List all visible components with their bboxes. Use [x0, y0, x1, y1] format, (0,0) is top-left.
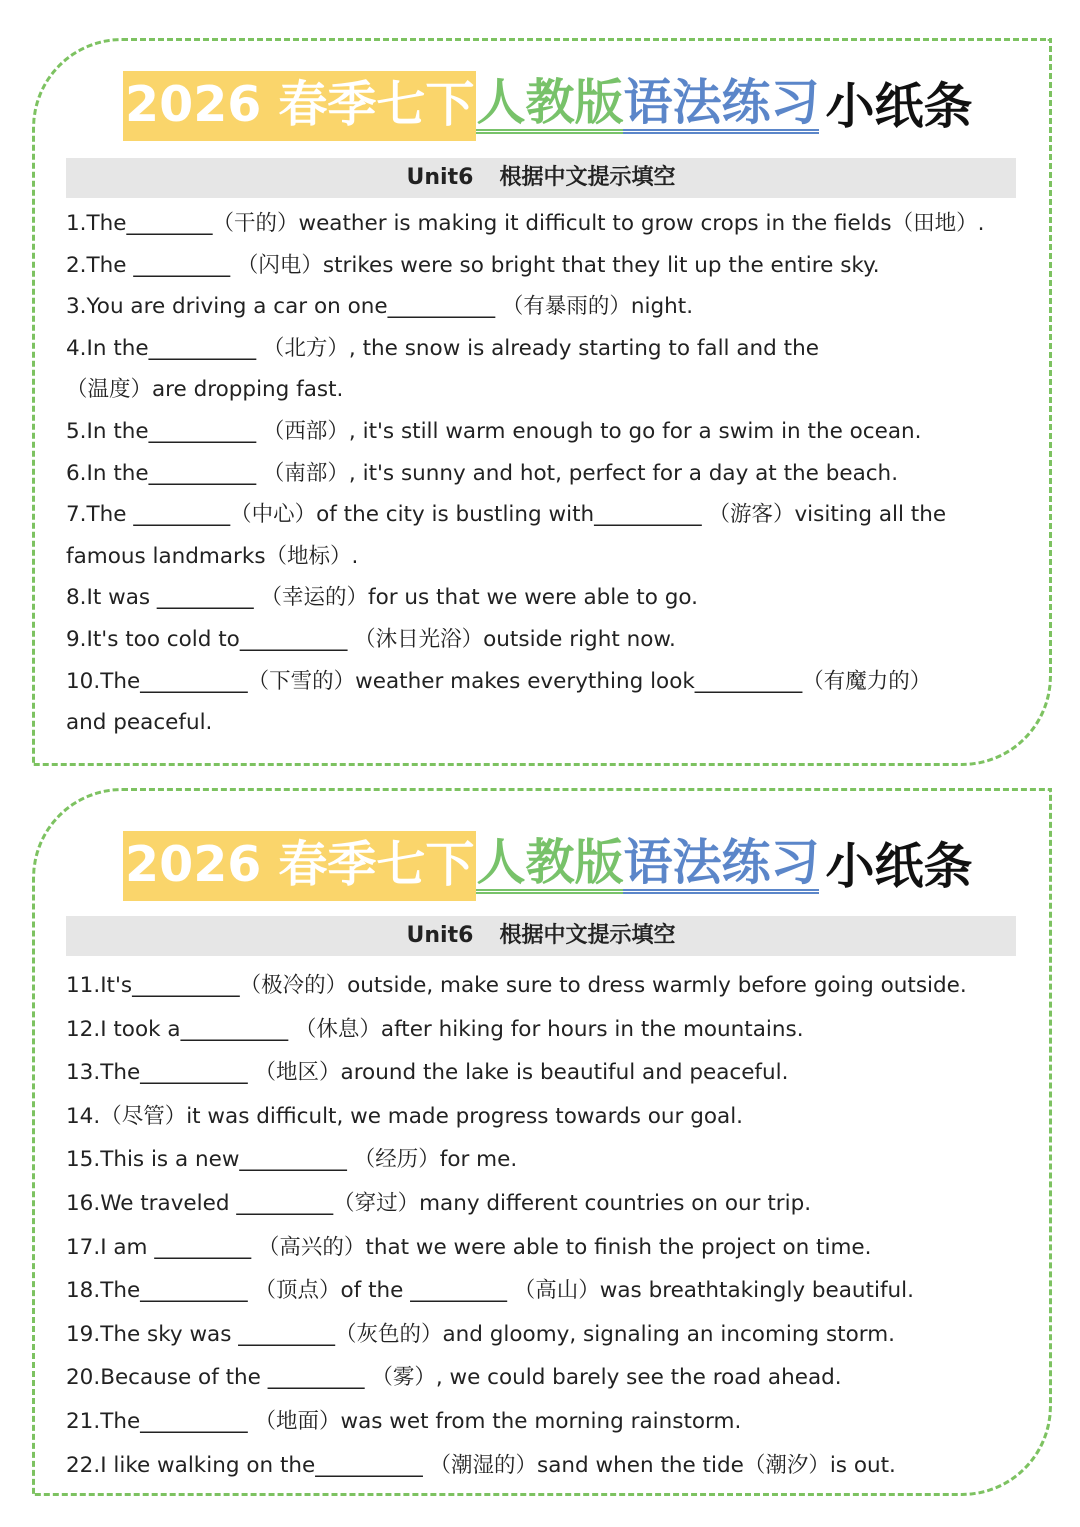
exercise-line: 20.Because of the _________ （雾）, we could barely see the road ahead.: [66, 1365, 842, 1391]
title-year-season: 2026 春季七下: [123, 71, 476, 141]
exercise-line: 4.In the__________ （北方）, the snow is already starting to fall and the: [66, 335, 819, 361]
title-edition: 人教版: [476, 838, 623, 894]
task-label: 根据中文提示填空: [499, 923, 676, 948]
exercise-line: 22.I like walking on the__________ （潮湿的）sand when the tide（潮汐）is out.: [66, 1452, 896, 1478]
exercise-line: 19.The sky was _________（灰色的）and gloomy, signaling an incoming storm.: [66, 1321, 895, 1347]
exercise-line: famous landmarks（地标）.: [66, 543, 359, 569]
exercise-line: 2.The _________ （闪电）strikes were so bright that they lit up the entire sky.: [66, 252, 880, 278]
title-note: 小纸条: [825, 837, 973, 895]
exercise-line: 1.The________（干的）weather is making it difficult to grow crops in the fields（田地）.: [66, 211, 985, 236]
exercise-list: [66, 964, 1026, 1487]
unit-label: Unit6: [406, 165, 474, 190]
task-label: 根据中文提示填空: [499, 165, 676, 190]
exercise-line: 3.You are driving a car on one__________ （有暴雨的）night.: [66, 294, 694, 320]
unit-label: Unit6: [406, 923, 474, 948]
exercise-line: 13.The__________ （地区）around the lake is beautiful and peaceful.: [66, 1060, 789, 1086]
exercise-line: 17.I am _________ （高兴的）that we were able to finish the project on time.: [66, 1234, 872, 1260]
worksheet-card-2: [32, 788, 1052, 1496]
exercise-line: and peaceful.: [66, 710, 213, 736]
exercise-line: 21.The__________ （地面）was wet from the morning rainstorm.: [66, 1408, 742, 1434]
card-title: [123, 825, 972, 907]
card-title: [123, 65, 972, 147]
section-header: [66, 916, 1016, 956]
exercise-line: 9.It's too cold to__________ （沐日光浴）outside right now.: [66, 626, 676, 652]
exercise-line: 14.（尽管）it was difficult, we made progress towards our goal.: [66, 1103, 743, 1129]
section-header: [66, 158, 1016, 198]
exercise-line: 16.We traveled _________（穿过）many different countries on our trip.: [66, 1190, 812, 1216]
worksheet-card-1: [32, 38, 1052, 766]
exercise-line: 11.It's__________（极冷的）outside, make sure to dress warmly before going outside.: [66, 973, 967, 998]
exercise-line: 8.It was _________ （幸运的）for us that we were able to go.: [66, 585, 698, 611]
exercise-line: 10.The__________（下雪的）weather makes everything look__________（有魔力的）: [66, 668, 932, 694]
exercise-line: （温度）are dropping fast.: [66, 377, 344, 403]
exercise-line: 6.In the__________ （南部）, it's sunny and hot, perfect for a day at the beach.: [66, 460, 899, 486]
title-note: 小纸条: [825, 77, 973, 135]
exercise-line: 12.I took a__________ （休息）after hiking for hours in the mountains.: [66, 1016, 804, 1042]
title-grammar-practice: 语法练习: [623, 78, 819, 134]
title-year-season: 2026 春季七下: [123, 831, 476, 901]
exercise-line: 15.This is a new__________ （经历）for me.: [66, 1147, 518, 1173]
exercise-line: 18.The__________ （顶点）of the _________ （高山）was breathtakingly beautiful.: [66, 1278, 914, 1304]
exercise-list: [66, 203, 1026, 744]
title-edition: 人教版: [476, 78, 623, 134]
exercise-line: 5.In the__________ （西部）, it's still warm enough to go for a swim in the ocean.: [66, 418, 922, 444]
title-grammar-practice: 语法练习: [623, 838, 819, 894]
exercise-line: 7.The _________（中心）of the city is bustling with__________ （游客）visiting all the: [66, 502, 947, 528]
